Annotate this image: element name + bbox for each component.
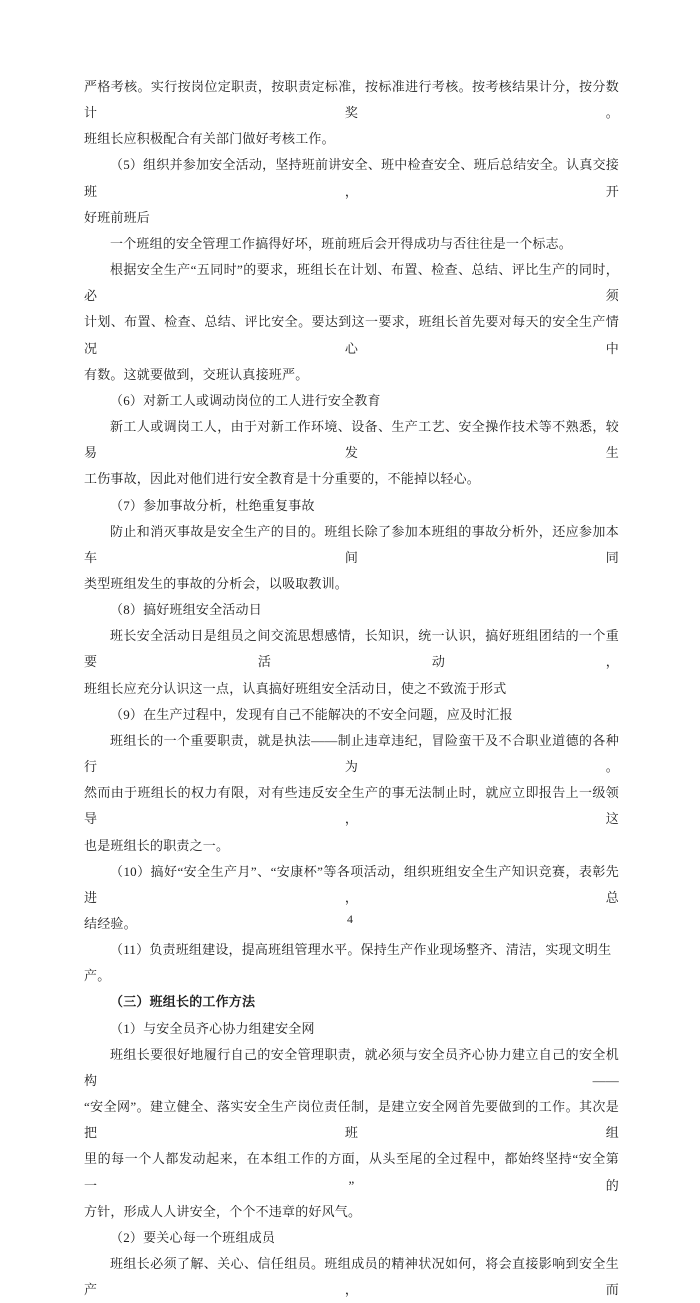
text-line: 班组长的一个重要职责，就是执法——制止违章违纪，冒险蛮干及不合职业道德的各种行为。 [84, 732, 619, 775]
text-line: （5）组织并参加安全活动，坚持班前讲安全、班中检查安全、班后总结安全。认真交接班，开 [84, 157, 619, 199]
text-line: 好班前班后 [84, 209, 151, 225]
text-line: 班组长要很好地履行自己的安全管理职责，就必须与安全员齐心协力建立自己的安全机构—— [84, 1046, 619, 1088]
text-line: 然而由于班组长的权力有限，对有些违反安全生产的事无法制止时，就应立即报告上一级领导，这 [84, 785, 619, 827]
text-line: 班组长应积极配合有关部门做好考核工作。 [84, 131, 335, 147]
text-line: （11）负责班组建设，提高班组管理水平。保持生产作业现场整齐、清洁，实现文明生产。 [84, 942, 612, 984]
text-line: “安全网”。建立健全、落实安全生产岗位责任制，是建立安全网首先要做到的工作。其次是把班组 [84, 1099, 619, 1141]
text-line: 有数。这就要做到，交班认真接班严。 [84, 366, 309, 382]
text-line: 工伤事故，因此对他们进行安全教育是十分重要的，不能掉以轻心。 [84, 471, 481, 487]
text-line: （8）搞好班组安全活动日 [110, 602, 262, 618]
text-line: 计划、布置、检查、总结、评比安全。要达到这一要求，班组长首先要对每天的安全生产情况心中 [84, 314, 619, 356]
text-line: 类型班组发生的事故的分析会，以吸取教训。 [84, 575, 349, 591]
text-line: （2）要关心每一个班组成员 [110, 1229, 276, 1245]
text-line: 新工人或调岗工人，由于对新工作环境、设备、生产工艺、安全操作技术等不熟悉，较易发生 [84, 419, 619, 461]
text-line: （1）与安全员齐心协力组建安全网 [110, 1020, 315, 1036]
text-line: 严格考核。实行按岗位定职责，按职责定标准，按标准进行考核。按考核结果计分，按分数计奖。 [84, 79, 619, 121]
text-line: 里的每一个人都发动起来，在本组工作的方面，从头至尾的全过程中，都始终坚持“安全第一”的 [84, 1151, 619, 1193]
text-line: 根据安全生产“五同时”的要求，班组长在计划、布置、检查、总结、评比生产的同时，必须 [84, 262, 619, 304]
text-line: （9）在生产过程中，发现有自己不能解决的不安全问题，应及时汇报 [110, 706, 513, 722]
section-heading: （三）班组长的工作方法 [110, 994, 256, 1010]
text-line: 一个班组的安全管理工作搞得好坏，班前班后会开得成功与否往往是一个标志。 [110, 235, 573, 251]
page-number: 4 [347, 912, 353, 926]
text-line: 也是班组长的职责之一。 [84, 837, 230, 853]
text-line: 班组长应充分认识这一点，认真搞好班组安全活动日，使之不致流于形式 [84, 680, 507, 696]
text-line: 班长安全活动日是组员之间交流思想感情，长知识，统一认识，搞好班组团结的一个重要活动， [84, 628, 619, 670]
text-line: 班组长必须了解、关心、信任组员。班组成员的精神状况如何，将会直接影响到安全生产，而 [84, 1256, 619, 1298]
text-line: （7）参加事故分析，杜绝重复事故 [110, 497, 315, 513]
text-line: 结经验。 [84, 916, 137, 931]
text-line: 防止和消灭事故是安全生产的目的。班组长除了参加本班组的事故分析外，还应参加本车间同 [84, 523, 619, 565]
text-line: （6）对新工人或调动岗位的工人进行安全教育 [110, 392, 381, 408]
document-text-body [84, 74, 619, 1303]
text-line: （10）搞好“安全生产月”、“安康杯”等各项活动，组织班组安全生产知识竞赛，表彰先进，总 [84, 863, 619, 905]
text-line: 方针，形成人人讲安全，个个不违章的好风气。 [84, 1203, 362, 1219]
